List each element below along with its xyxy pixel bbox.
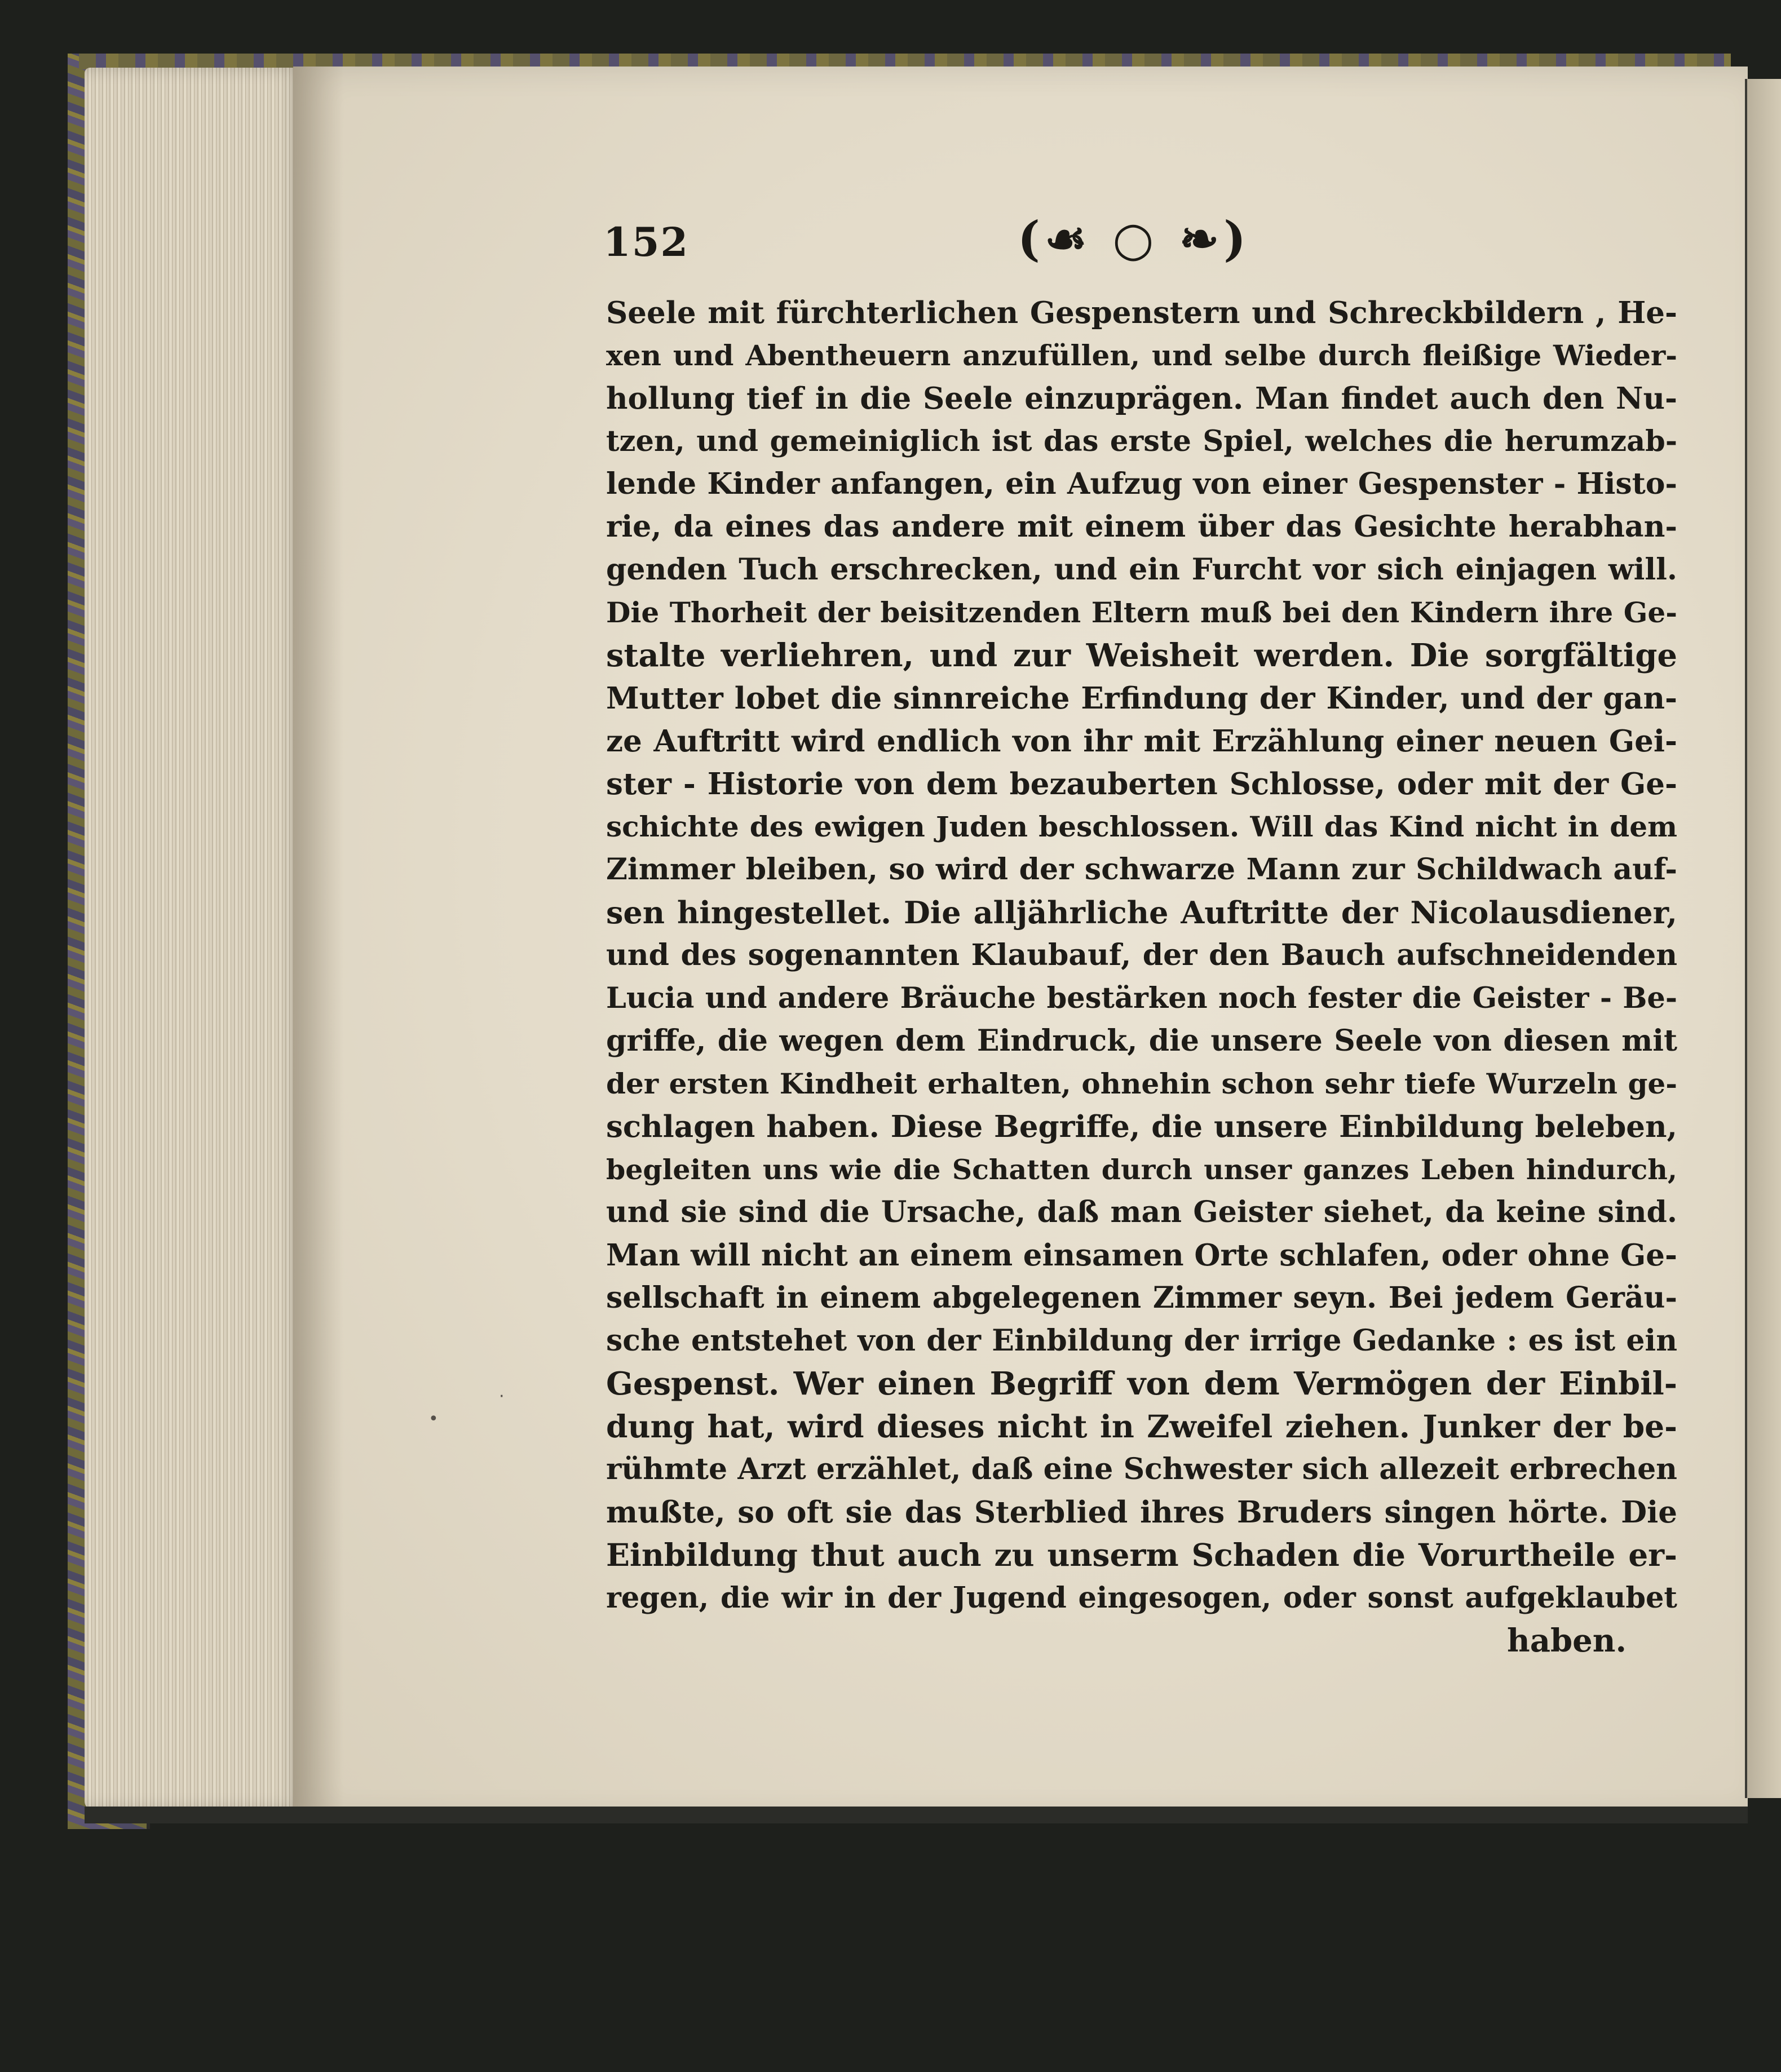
book-bottom-edge [85,1807,1748,1823]
text-line: begleiten uns wie die Schatten durch unser ganzes Leben hindurch, [606,1153,1677,1186]
paper-speck: • [428,1409,439,1429]
facing-page-edge [1745,79,1781,1798]
text-line: genden Tuch erschrecken, und ein Furcht vor sich einjagen will. [606,552,1677,587]
text-line: xen und Abentheuern anzufüllen, und selbe durch fleißige Wieder- [606,339,1677,372]
text-line: ze Auftritt wird endlich von ihr mit Erzählung einer neuen Gei- [606,724,1677,759]
text-line: sellschaft in einem abgelegenen Zimmer seyn. Bei jedem Geräu- [606,1281,1677,1315]
text-line: Seele mit fürchterlichen Gespenstern und Schreckbildern , He- [606,295,1677,330]
page-gutter-shadow [293,67,344,1819]
text-line: schlagen haben. Diese Begriffe, die unsere Einbildung beleben, [606,1109,1677,1144]
text-line: sen hingestellet. Die alljährliche Auftritte der Nicolausdiener, [606,895,1677,931]
text-line: stalte verliehren, und zur Weisheit werden. Die sorgfältige [606,637,1677,674]
text-line: sche entstehet von der Einbildung der irrige Gedanke : es ist ein [606,1323,1677,1358]
text-line: mußte, so oft sie das Sterblied ihres Bruders singen hörte. Die [606,1495,1677,1530]
running-header [592,209,1257,276]
text-line: Zimmer bleiben, so wird der schwarze Mann zur Schildwach auf- [606,852,1677,887]
text-line: hollung tief in die Seele einzuprägen. Man findet auch den Nu- [606,381,1677,416]
header-ornament: (☙ ○ ❧) [1018,211,1250,267]
text-line: ster - Historie von dem bezauberten Schlosse, oder mit der Ge- [606,767,1677,802]
text-line: Gespenst. Wer einen Begriff von dem Vermögen der Einbil- [606,1365,1677,1402]
text-line: Die Thorheit der beisitzenden Eltern muß bei den Kindern ihre Ge- [606,596,1677,629]
text-line: rühmte Arzt erzählet, daß eine Schwester sich allezeit erbrechen [606,1452,1677,1486]
text-line: Lucia und andere Bräuche bestärken noch fester die Geister - Be- [606,981,1677,1015]
text-line: tzen, und gemeiniglich ist das erste Spiel, welches die herumzab- [606,424,1677,458]
page-number: 152 [603,219,690,265]
paper-speck: · [499,1387,505,1406]
page-edges [85,68,304,1809]
text-line-last: haben. [1507,1622,1627,1659]
text-line: Mutter lobet die sinnreiche Erfindung der Kinder, und der gan- [606,681,1677,716]
text-line: Einbildung thut auch zu unserm Schaden die Vorurtheile er- [606,1537,1677,1573]
text-line: regen, die wir in der Jugend eingesogen, oder sonst aufgeklaubet [606,1581,1677,1615]
text-line: Man will nicht an einem einsamen Orte schlafen, oder ohne Ge- [606,1238,1677,1273]
text-line: griffe, die wegen dem Eindruck, die unsere Seele von diesen mit [606,1024,1677,1058]
body-text [606,291,1677,1662]
text-line: dung hat, wird dieses nicht in Zweifel ziehen. Junker der be- [606,1408,1677,1445]
text-line: schichte des ewigen Juden beschlossen. Will das Kind nicht in dem [606,810,1677,843]
text-line: rie, da eines das andere mit einem über das Gesichte herabhan- [606,510,1677,544]
text-line: und sie sind die Ursache, daß man Geister siehet, da keine sind. [606,1195,1677,1229]
text-line: lende Kinder anfangen, ein Aufzug von einer Gespenster - Histo- [606,467,1677,501]
text-line: und des sogenannten Klaubauf, der den Bauch aufschneidenden [606,938,1677,972]
text-line: der ersten Kindheit erhalten, ohnehin schon sehr tiefe Wurzeln ge- [606,1067,1677,1100]
